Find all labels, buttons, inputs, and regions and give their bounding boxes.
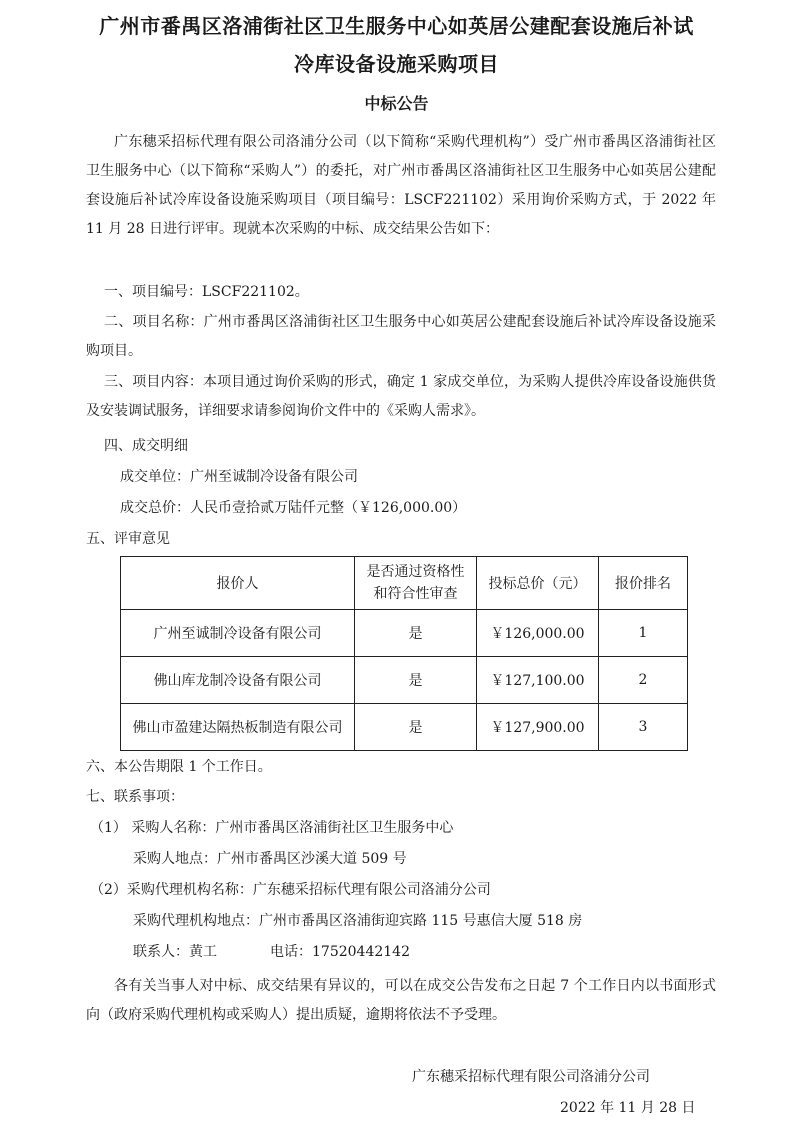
header-bidder: 报价人 <box>121 557 355 610</box>
cell-price: ￥127,900.00 <box>477 704 599 751</box>
contact-purchaser-address: 采购人地点：广州市番禺区沙溪大道 509 号 <box>133 851 407 867</box>
document-title-line1: 广州市番禺区洛浦街社区卫生服务中心如英居公建配套设施后补试 <box>99 14 694 38</box>
contact-person: 联系人：黄工 <box>133 944 217 960</box>
item-announcement-period: 六、本公告期限 1 个工作日。 <box>86 759 272 775</box>
table-header-row <box>121 557 688 610</box>
table-row <box>121 610 688 657</box>
header-qualification-line2: 和符合性审查 <box>373 586 458 602</box>
review-table <box>120 556 688 751</box>
header-qualification <box>355 557 477 610</box>
cell-rank: 3 <box>599 704 688 751</box>
signature-agency: 广东穗采招标代理有限公司洛浦分公司 <box>412 1069 650 1085</box>
contact-agency-name: （2）采购代理机构名称：广东穗采招标代理有限公司洛浦分公司 <box>90 882 491 898</box>
document-subtitle: 中标公告 <box>364 94 429 113</box>
cell-bidder: 佛山库龙制冷设备有限公司 <box>121 657 355 704</box>
cell-rank: 2 <box>599 657 688 704</box>
item-project-name: 二、项目名称：广州市番禺区洛浦街社区卫生服务中心如英居公建配套设施后补试冷库设备设施采购项目。 <box>86 314 716 359</box>
deal-total-price: 成交总价：人民币壹拾贰万陆仟元整（￥126,000.00） <box>120 500 467 516</box>
cell-qualified: 是 <box>355 657 477 704</box>
intro-paragraph: 广东穗采招标代理有限公司洛浦分公司（以下简称“采购代理机构”）受广州市番禺区洛浦街社区卫生服务中心（以下简称“采购人”）的委托，对广州市番禺区洛浦街社区卫生服务中心如英居公建配套设施后补试冷库设备设施采购项目（项目编号：LSCF221102）采用询价采购方式，于 2022 年 11 月 28 日进行评审。现就本次采购的中标、成交结果公告如下： <box>86 134 716 237</box>
item-deal-details: 四、成交明细 <box>104 438 188 454</box>
cell-bidder: 佛山市盈建达隔热板制造有限公司 <box>121 704 355 751</box>
item-review-opinion: 五、评审意见 <box>86 531 170 547</box>
table-row <box>121 704 688 751</box>
header-qualification-line1: 是否通过资格性 <box>366 564 465 580</box>
contact-purchaser-name: （1） 采购人名称：广州市番禺区洛浦街社区卫生服务中心 <box>90 820 454 836</box>
item-project-number: 一、项目编号：LSCF221102。 <box>104 284 309 300</box>
cell-price: ￥127,100.00 <box>477 657 599 704</box>
item-project-content: 三、项目内容：本项目通过询价采购的形式，确定 1 家成交单位，为采购人提供冷库设备设施供货及安装调试服务，详细要求请参阅询价文件中的《采购人需求》。 <box>86 374 716 419</box>
cell-qualified: 是 <box>355 610 477 657</box>
contact-phone: 电话：17520442142 <box>270 944 410 960</box>
objection-paragraph: 各有关当事人对中标、成交结果有异议的，可以在成交公告发布之日起 7 个工作日内以书面形式向（政府采购代理机构或采购人）提出质疑，逾期将依法不予受理。 <box>86 978 716 1023</box>
header-total-price: 投标总价（元） <box>477 557 599 610</box>
document-title-line2: 冷库设备设施采购项目 <box>294 52 499 76</box>
cell-bidder: 广州至诚制冷设备有限公司 <box>121 610 355 657</box>
deal-winner: 成交单位：广州至诚制冷设备有限公司 <box>120 469 358 485</box>
cell-rank: 1 <box>599 610 688 657</box>
signature-date: 2022 年 11 月 28 日 <box>560 1100 696 1116</box>
cell-price: ￥126,000.00 <box>477 610 599 657</box>
item-contact: 七、联系事项： <box>86 789 184 805</box>
cell-qualified: 是 <box>355 704 477 751</box>
table-row <box>121 657 688 704</box>
contact-agency-address: 采购代理机构地点：广州市番禺区洛浦街迎宾路 115 号惠信大厦 518 房 <box>133 913 583 929</box>
header-rank: 报价排名 <box>599 557 688 610</box>
